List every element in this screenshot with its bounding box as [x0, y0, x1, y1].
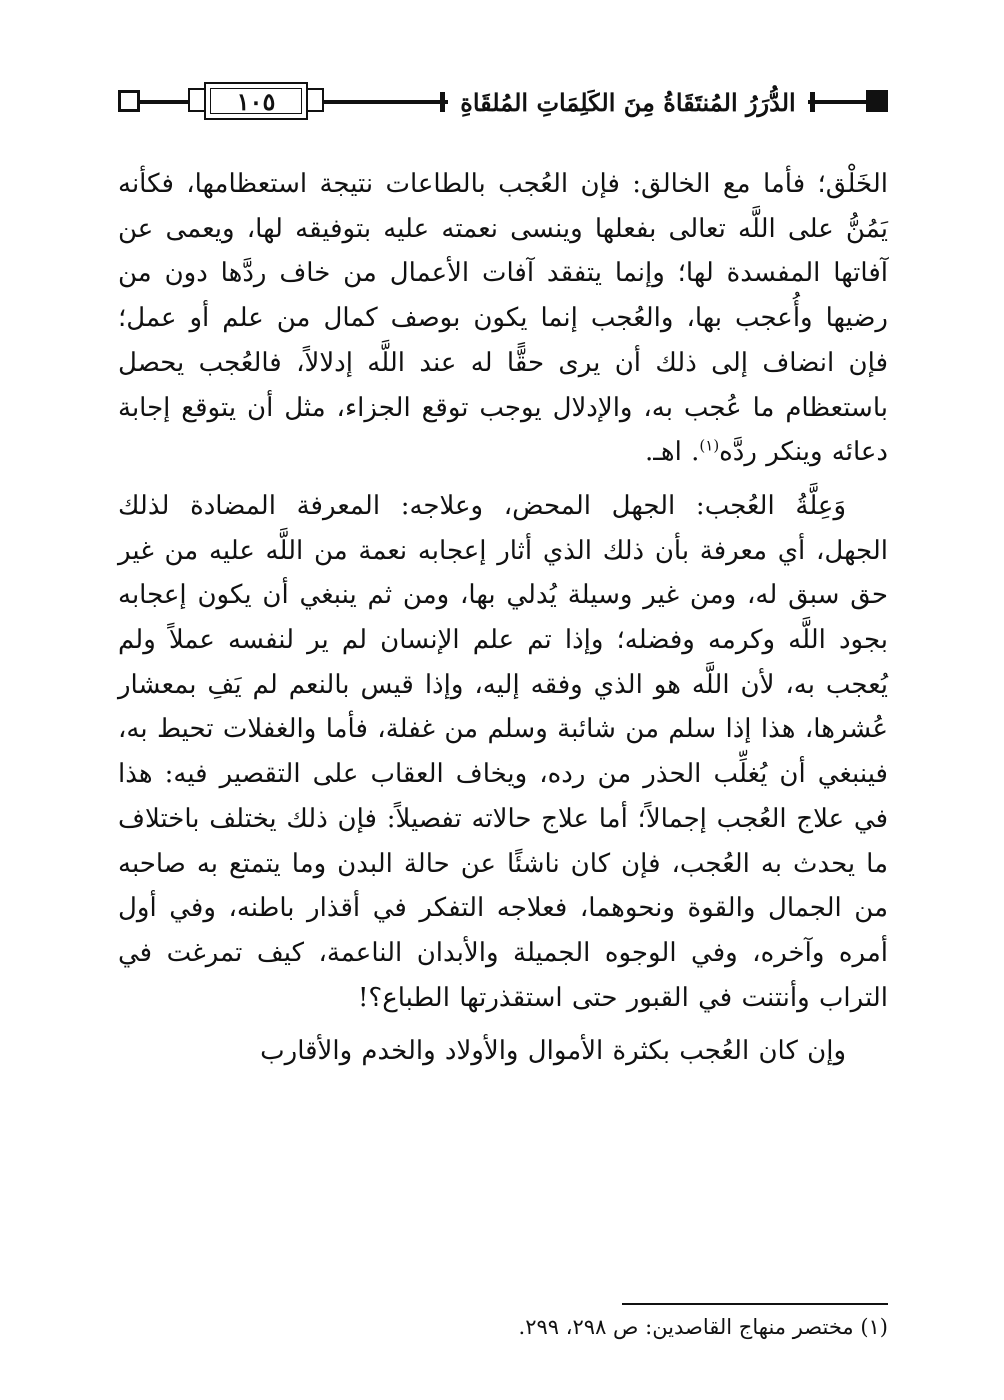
page-number: ١٠٥ [236, 86, 276, 116]
header-frame-ornament-icon [306, 88, 324, 112]
main-text [118, 162, 888, 1074]
footnote: (١) مختصر منهاج القاصدين: ص ٢٩٨، ٢٩٩. [518, 1315, 888, 1339]
header-ornament-right-icon [866, 90, 888, 112]
book-title: الدُّرَرُ المُنتَقَاةُ مِنَ الكَلِمَاتِ المُلقَاةِ [448, 80, 808, 124]
header-rule-middle [308, 100, 448, 104]
footnote-separator [622, 1303, 888, 1305]
footnote-reference: (١) [699, 436, 720, 455]
paragraph-tail: . اهـ. [645, 437, 700, 468]
paragraph-text: الخَلْق؛ فأما مع الخالق: فإن العُجب بالطاعات نتيجة استعظامها، فكأنه يَمُنُّ على اللَّه تعالى بفعلها وينسى نعمته عليه بتوفيقه لها، ويعمى عن آفاتها المفسدة لها؛ وإنما يتفقد آفات الأعمال من خاف ردَّها دون من رضيها وأُعجب بها، والعُجب إنما يكون بوصف كمال من علم أو عمل؛ فإن انضاف إلى ذلك أن يرى حقًّا له عند اللَّه إدلالاً، فالعُجب يحصل باستعظام ما عُجب به، والإدلال يوجب توقع الجزاء، مثل أن يتوقع إجابة دعائه وينكر ردَّه [118, 169, 888, 468]
header-divider-icon [810, 92, 815, 112]
running-header [118, 80, 888, 124]
header-rule-right [808, 100, 866, 104]
paragraph-text: وَعِلَّةُ العُجب: الجهل المحض، وعلاجه: المعرفة المضادة لذلك الجهل، أي معرفة بأن ذلك الذي أثار إعجابه نعمة من اللَّه عليه من غير حق سبق له، ومن غير وسيلة يُدلي بها، ومن ثم ينبغي أن يكون إعجابه بجود اللَّه وكرمه وفضله؛ وإذا تم علم الإنسان لم ير لنفسه عملاً ولم يُعجب به، لأن اللَّه هو الذي وفقه إليه، وإذا قيس بالنعم لم يَفِ بمعشار عُشرها، هذا إذا سلم من شائبة وسلم من غفلة، فأما والغفلات تحيط به، فينبغي أن يُغلِّب الحذر من رده، ويخاف العقاب على التقصير فيه: هذا في علاج العُجب إجمالاً؛ أما علاج حالاته تفصيلاً: فإن ذلك يختلف باختلاف ما يحدث به العُجب، فإن كان ناشئًا عن حالة البدن وما يتمتع به صاحبه من الجمال والقوة ونحوهما، فعلاجه التفكر في أقذار باطنه، وفي أول أمره وآخره، وفي الوجوه الجميلة والأبدان الناعمة، كيف تمرغت في التراب وأنتنت في القبور حتى استقذرتها الطباع؟! [118, 490, 889, 1013]
paragraph [118, 484, 888, 1020]
paragraph [118, 1029, 888, 1074]
paragraph [118, 162, 888, 475]
header-divider-icon [440, 92, 445, 112]
paragraph-text: وإن كان العُجب بكثرة الأموال والأولاد والخدم والأقارب [260, 1036, 846, 1067]
header-ornament-left-icon [118, 90, 140, 112]
page-number-frame [204, 82, 308, 120]
